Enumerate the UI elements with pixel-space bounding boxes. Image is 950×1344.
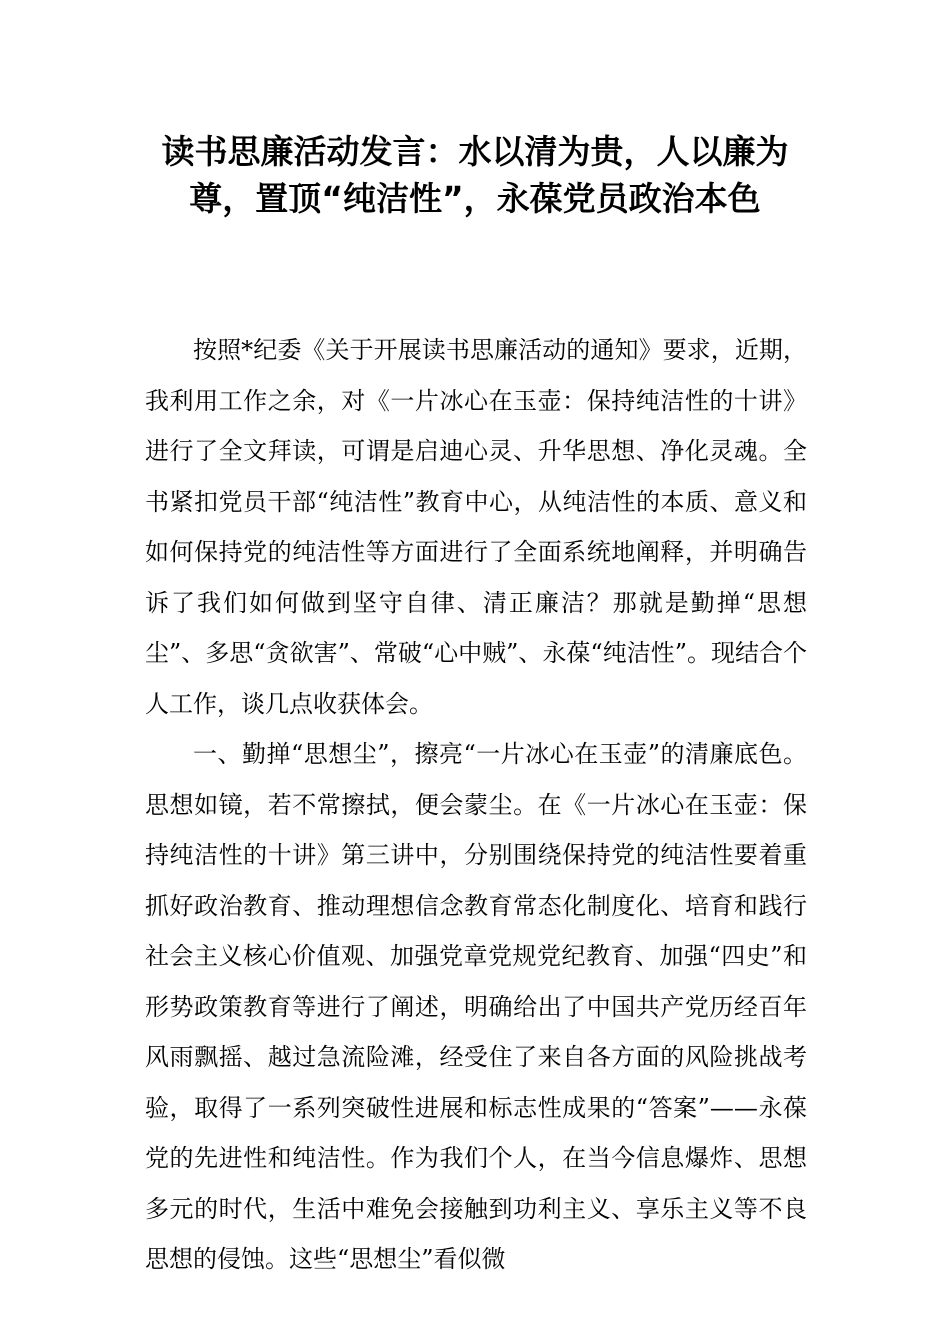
document-body <box>145 325 807 1285</box>
paragraph-intro: 按照*纪委《关于开展读书思廉活动的通知》要求，近期，我利用工作之余，对《一片冰心在玉壶：保持纯洁性的十讲》进行了全文拜读，可谓是启迪心灵、升华思想、净化灵魂。全书紧扣党员干部“纯洁性”教育中心，从纯洁性的本质、意义和如何保持党的纯洁性等方面进行了全面系统地阐释，并明确告诉了我们如何做到坚守自律、清正廉洁？那就是勤掸“思想尘”、多思“贪欲害”、常破“心中贼”、永葆“纯洁性”。现结合个人工作，谈几点收获体会。 <box>145 336 807 718</box>
document-title: 读书思廉活动发言：水以清为贵，人以廉为尊，置顶“纯洁性”，永葆党员政治本色 <box>161 132 789 218</box>
paragraph-section-one: 一、勤掸“思想尘”，擦亮“一片冰心在玉壶”的清廉底色。思想如镜，若不常擦拭，便会蒙尘。在《一片冰心在玉壶：保持纯洁性的十讲》第三讲中，分别围绕保持党的纯洁性要着重抓好政治教育、推动理想信念教育常态化制度化、培育和践行社会主义核心价值观、加强党章党规党纪教育、加强“四史”和形势政策教育等进行了阐述，明确给出了中国共产党历经百年风雨飘摇、越过急流险滩，经受住了来自各方面的风险挑战考验，取得了一系列突破性进展和标志性成果的“答案”——永葆党的先进性和纯洁性。作为我们个人，在当今信息爆炸、思想多元的时代，生活中难免会接触到功利主义、享乐主义等不良思想的侵蚀。这些“思想尘”看似微 <box>145 740 807 1273</box>
